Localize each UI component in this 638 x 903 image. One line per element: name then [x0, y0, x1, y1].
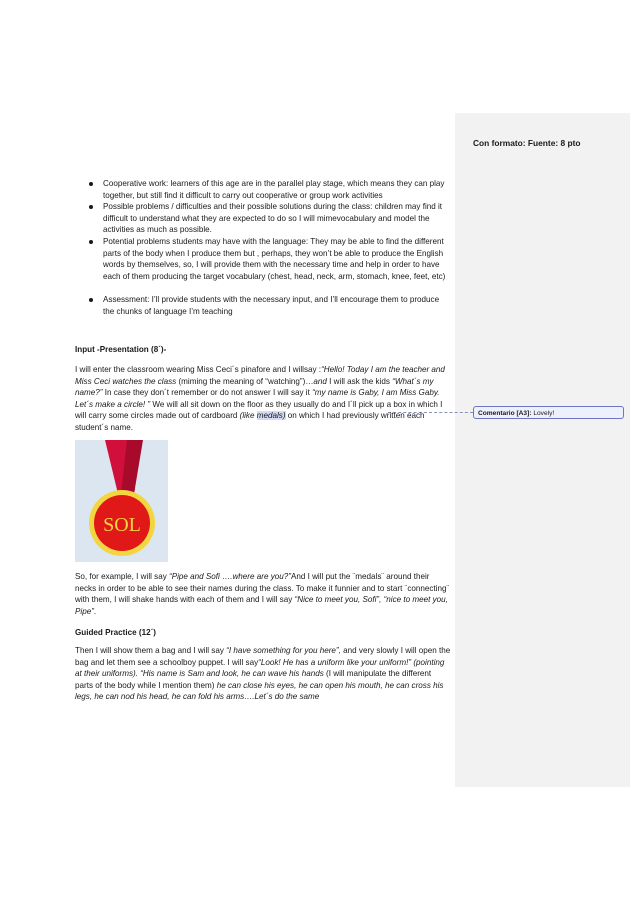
input-presentation-paragraph: I will enter the classroom wearing Miss Ceci´s pinafore and I willsay :“Hello! Today I am the teacher and Miss Ceci watches the class (miming the meaning of “watching”)…and I will ask the kids “What´s my name?” In case they don´t remember or do not answer I will say it “my name is Gaby, I am Miss Gaby. Let´s make a circle! ” We will all sit down on the floor as they usually do and I´ll pick up a box in which I will carry some circles made out of cardboard (like medals) on which I had previously written each student´s name. — [75, 365, 445, 432]
commented-text[interactable]: medals) — [256, 411, 286, 420]
format-note: Con formato: Fuente: 8 pto — [473, 138, 581, 148]
list-item: Potential problems students may have with the language: They may be able to find the different parts of the body when I produce them but , perhaps, they won’t be able to produce the English words by themselves, so, I will provide them with the necessary time and help in order to have each of them producing the target vocabulary (chest, head, neck, arm, stomach, knee, feet, etc) — [75, 236, 451, 294]
list-item: Possible problems / difficulties and their possible solutions during the class: children may find it difficult to understand what they are expected to do so I will mimevocabulary and model the activities as much as possible. — [75, 201, 451, 236]
comment-margin-pane — [455, 113, 630, 787]
bullet-icon — [89, 182, 93, 186]
comment-tag: Comentario [A3]: — [478, 410, 532, 417]
bullet-icon — [89, 240, 93, 244]
guided-practice-paragraph: Then I will show them a bag and I will say “I have something for you here”, and very slowly I will open the bag and let them see a schoolboy puppet. I will say“Look! He has a uniform like your uniform!” (pointing at their uniforms). “His name is Sam and look, he can wave his hands (I will manipulate the different parts of the body while I mention them) he can close his eyes, he can open his mouth, he can cross his legs, he can nod his head, he can fold his arms….Let´s do the same — [75, 646, 451, 701]
example-paragraph: So, for example, I will say “Pipe and Sofi ….where are you?”And I will put the ¨medals¨ around their necks in order to be able to see their names during the class. To make it funnier and to start ¨connecting¨ with them, I will shake hands with each of them and I will say “Nice to meet you, Sofi”, “nice to meet you, Pipe”. — [75, 572, 450, 616]
medal-label: SOL — [103, 514, 141, 536]
list-item: Assessment: I’ll provide students with the necessary input, and I’ll encourage them to produce the chunks of language I’m teaching — [75, 294, 451, 317]
medal-illustration — [75, 440, 168, 562]
bullet-icon — [89, 298, 93, 302]
comment-balloon[interactable] — [473, 406, 624, 419]
bullet-icon — [89, 205, 93, 209]
comment-text: Lovely! — [533, 410, 555, 417]
input-presentation-heading: Input -Presentation (8´)- — [75, 345, 167, 354]
medal-photo — [75, 440, 168, 562]
guided-practice-heading: Guided Practice (12´) — [75, 628, 156, 637]
list-item: Cooperative work: learners of this age are in the parallel play stage, which means they can play together, but still find it difficult to carry out cooperative or group work activities — [75, 178, 451, 201]
considerations-list — [75, 178, 451, 317]
considerations-list-block — [75, 178, 451, 317]
